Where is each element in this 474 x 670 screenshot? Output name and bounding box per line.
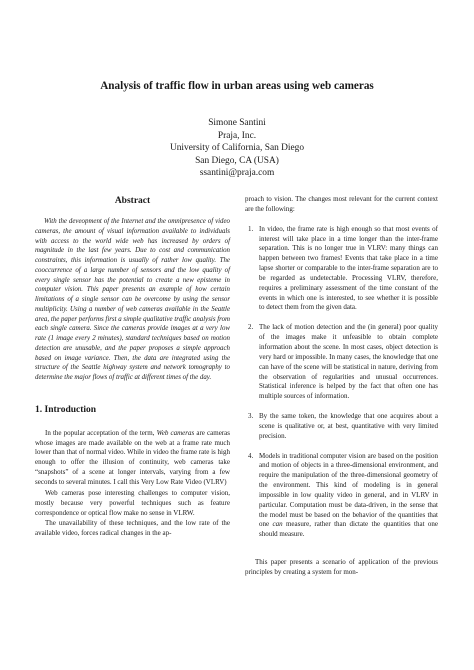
- intro-p1-start: In the popular acceptation of the term,: [45, 428, 157, 437]
- abstract-text: With the deveopment of the Internet and the omnipresence of video cameras, the amount of visual information available to individuals with access to the world wide web has increased by orders of magnitude in the last few years. Due to cost and communication constraints, this information is usually of rather low quality. The cooccurrence of a large number of sensors and the low quality of every single sensor has the potential to create a new episteme in computer vision. This paper presents an example of how certain limitations of a single sensor can be overcome by using the sensor multiplicity. Using a number of web cameras available in the Seattle area, the paper performs first a simple qualitative traffic analysis from each single camera. Since the cameras provide images at a very low rate (1 image every 2 minutes), standard techniques based on motion detection are unusable, and the paper proposes a simple approach based on image variance. Then, the data are integrated using the structure of the Seattle highway system and network tomography to determine the major flows of traffic at different times of the day.: [35, 218, 230, 381]
- list-item-text-start: Models in traditional computer vision are based on the position and motion of objects in a three-dimensional environment, and require the manipulation of the three-dimensional geometry of the environment. This kind of modeling is in general impossible in low quality video in general, and in VLRV in particular. Computation must be data-driven, in the sense that the model must be based on the behavior of the quantities that one: [259, 451, 438, 529]
- author-university: University of California, San Diego: [169, 143, 305, 154]
- intro-p1-emphasis: Web cameras: [156, 428, 195, 437]
- intro-paragraph-2: Web cameras pose interesting challenges to computer vision, mostly because very powerful techniques such as feature correspondence or optical flow make no sense in VLRW.: [35, 488, 230, 517]
- author-email: ssantini@praja.com: [199, 168, 275, 179]
- list-item-text: By the same token, the knowledge that one acquires about a scene is qualitative or, at best, quantitative with very limited precision.: [259, 412, 438, 440]
- list-item-number: 3.: [248, 412, 254, 421]
- abstract-heading: Abstract: [114, 196, 151, 206]
- intro-paragraph-1: [35, 429, 230, 488]
- left-column: [35, 195, 230, 540]
- list-item: [245, 323, 438, 402]
- author-affiliation: Praja, Inc.: [217, 130, 257, 141]
- list-item: [245, 412, 438, 442]
- closing-paragraph: This paper presents a scenario of application of the previous principles by creating a system for mon-: [245, 558, 438, 576]
- section-heading-introduction: 1. Introduction: [35, 404, 97, 415]
- list-item: [245, 452, 438, 541]
- author-block: [0, 117, 474, 180]
- changes-list: [245, 225, 438, 540]
- list-item: [245, 225, 438, 314]
- list-item-number: 2.: [248, 323, 254, 332]
- list-item-number: 1.: [248, 224, 254, 233]
- list-item-text-end: measure, rather than dictate the quantities that one should measure.: [259, 520, 438, 539]
- list-item-text: In video, the frame rate is high enough so that most events of interest will take place in a time longer than the inter-frame separation. This is no longer true in VLRV: many things can happen between two frames! Events that take place in a time lapse shorter or comparable to the inter-frame separation are to be regarded as undetectable. Processing VLRV, therefore, requires a preliminary assessment of the time constant of the events in which one is interested, to see whether it is possible to detect them from the given data.: [259, 224, 438, 312]
- author-name: Simone Santini: [208, 118, 266, 128]
- author-location: San Diego, CA (USA): [195, 155, 279, 166]
- paper-title: Analysis of traffic flow in urban areas using web cameras: [100, 80, 374, 92]
- right-intro-paragraph: proach to vision. The changes most relevant for the current context are the following:: [245, 195, 438, 213]
- right-column: [245, 195, 438, 579]
- intro-p1-rest: are cameras whose images are made available on the web at a frame rate much lower than that of normal video. While in video the frame rate is high enough to offer the illusion of continuity, web cameras take “snapshots” of a scene at longer intervals, varying from a few seconds to several minutes. I call this Very Low Rate Video (VLRV): [35, 428, 230, 486]
- list-item-number: 4.: [248, 451, 254, 460]
- list-item-text: The lack of motion detection and the (in general) poor quality of the images make it unfeasible to obtain complete information about the scene. In most cases, object detection is very hard or impossible. In many cases, the knowledge that one can have of the scene will be statistical in nature, deriving from the observation of regularities and unusual occurrences. Statistical inference is helped by the fact that often one has multiple sources of information.: [259, 323, 438, 401]
- list-item-emphasis: can: [272, 520, 283, 529]
- intro-paragraph-3: The unavailability of these techniques, and the low rate of the available video, forces radical changes in the ap-: [35, 519, 230, 538]
